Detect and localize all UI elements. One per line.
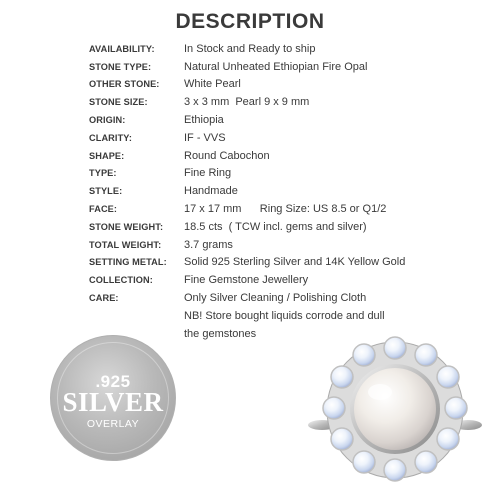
opal-stone	[384, 459, 406, 481]
spec-row-total-weight	[89, 236, 494, 254]
spec-value: 18.5 cts ( TCW incl. gems and silver)	[184, 220, 367, 233]
spec-row-other-stone	[89, 76, 494, 94]
spec-table	[89, 40, 494, 343]
spec-label: STONE SIZE:	[89, 97, 148, 108]
spec-row-stone-type	[89, 58, 494, 76]
spec-row-care-note	[89, 307, 494, 325]
opal-stone	[323, 397, 345, 419]
spec-value: Only Silver Cleaning / Polishing Cloth	[184, 292, 367, 305]
spec-label: ORIGIN:	[89, 115, 126, 126]
spec-label: OTHER STONE:	[89, 79, 160, 90]
opal-stone	[353, 344, 375, 366]
ring-product-image	[300, 330, 490, 495]
page-title: DESCRIPTION	[175, 10, 325, 33]
badge-925-text: .925	[95, 372, 131, 391]
spec-value: the gemstones	[184, 327, 257, 340]
spec-label: STYLE:	[89, 186, 123, 197]
spec-row-care	[89, 289, 494, 307]
opal-stone	[437, 366, 459, 388]
spec-value: Round Cabochon	[184, 149, 270, 162]
spec-row-type	[89, 165, 494, 183]
spec-row-style	[89, 182, 494, 200]
spec-label: AVAILABILITY:	[89, 43, 155, 54]
spec-row-stone-weight	[89, 218, 494, 236]
spec-value: 17 x 17 mm Ring Size: US 8.5 or Q1/2	[184, 203, 387, 216]
opal-stone	[384, 337, 406, 359]
badge-silver-text: SILVER	[62, 387, 164, 417]
spec-label: TOTAL WEIGHT:	[89, 239, 162, 250]
spec-value: 3.7 grams	[184, 238, 233, 251]
spec-value: Handmade	[184, 185, 238, 198]
spec-label: STONE WEIGHT:	[89, 221, 164, 232]
opal-stone	[331, 366, 353, 388]
opal-stone	[415, 451, 437, 473]
spec-value: NB! Store bought liquids corrode and dull	[184, 309, 385, 322]
opal-stone	[331, 428, 353, 450]
spec-value: Natural Unheated Ethiopian Fire Opal	[184, 60, 368, 73]
spec-value: Solid 925 Sterling Silver and 14K Yellow Gold	[184, 256, 406, 269]
opal-stone	[353, 451, 375, 473]
spec-row-availability	[89, 40, 494, 58]
spec-label: STONE TYPE:	[89, 61, 152, 72]
spec-value: Ethiopia	[184, 114, 224, 127]
opal-stone	[445, 397, 467, 419]
spec-label: CLARITY:	[89, 132, 132, 143]
spec-value: IF - VVS	[184, 131, 226, 144]
spec-label: COLLECTION:	[89, 275, 153, 286]
spec-label: SETTING METAL:	[89, 257, 167, 268]
silver-overlay-badge	[50, 335, 176, 461]
spec-row-setting-metal	[89, 254, 494, 272]
spec-value: White Pearl	[184, 78, 241, 91]
spec-row-clarity	[89, 129, 494, 147]
opal-stone	[415, 344, 437, 366]
spec-value: 3 x 3 mm Pearl 9 x 9 mm	[184, 96, 310, 109]
spec-value: Fine Ring	[184, 167, 232, 180]
spec-value: Fine Gemstone Jewellery	[184, 274, 309, 287]
pearl-highlight	[368, 384, 392, 400]
spec-row-origin	[89, 111, 494, 129]
spec-row-collection	[89, 271, 494, 289]
spec-label: CARE:	[89, 293, 119, 304]
pearl-stone	[354, 368, 436, 450]
spec-row-face	[89, 200, 494, 218]
spec-row-shape	[89, 147, 494, 165]
spec-value: In Stock and Ready to ship	[184, 42, 316, 55]
opal-stone	[437, 428, 459, 450]
badge-overlay-text: OVERLAY	[86, 418, 140, 430]
spec-label: TYPE:	[89, 168, 117, 179]
spec-label: SHAPE:	[89, 150, 125, 161]
spec-label: FACE:	[89, 204, 118, 215]
spec-row-stone-size	[89, 93, 494, 111]
